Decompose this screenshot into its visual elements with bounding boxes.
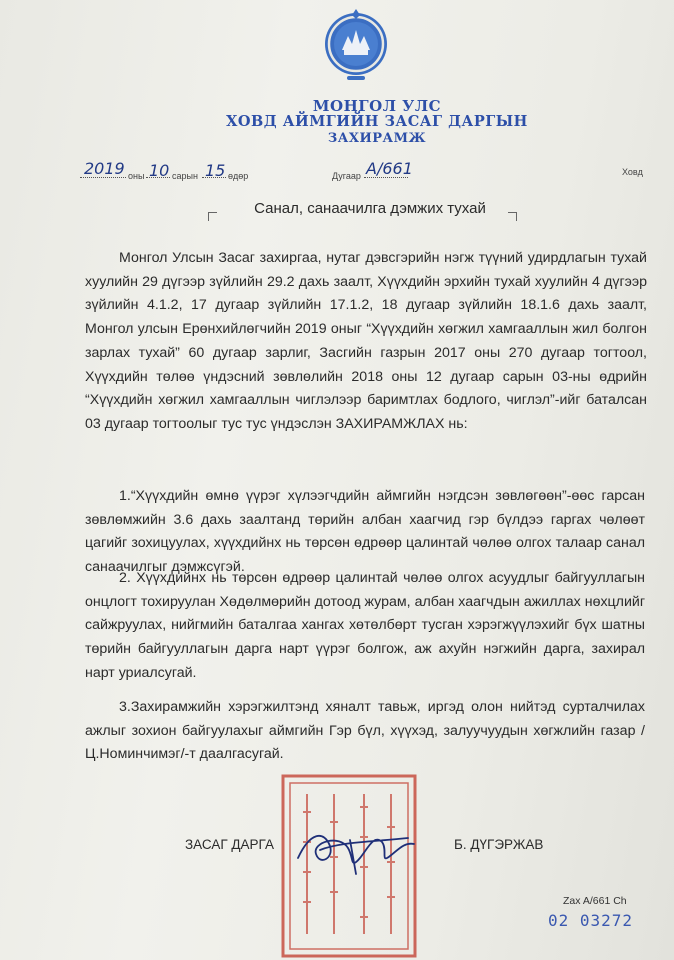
year-underline bbox=[80, 177, 126, 178]
paragraph-item-2 bbox=[85, 567, 645, 686]
number-label: Дугаар bbox=[332, 171, 361, 181]
header-country: МОНГОЛ УЛС bbox=[312, 97, 442, 115]
header-doc-type: ЗАХИРАМЖ bbox=[327, 131, 427, 146]
number-underline bbox=[364, 177, 408, 178]
date-day: 15 bbox=[205, 161, 226, 180]
day-underline bbox=[202, 177, 226, 178]
paragraph-preamble bbox=[85, 247, 647, 437]
paragraph-item-2-text: 2. Хүүхдийнх нь төрсөн өдрөөр цалинтай чөлөө олгох асуудлыг байгууллагын онцлогт тохируулан Хөдөлмөрийн дотоод журам, албан хаагчдын ажиллах нөхцлийг сайжруулах, нийгмийн баталгаа хангах хөтөлбөрт тусган хэрэгжүүлэхийг бүх шатны төрийн байгууллагын дарга нарт үүрэг болгож, аж ахуйн нэгжийн дарга, захирал нарт уриалсугай. bbox=[85, 570, 645, 681]
state-emblem-icon bbox=[322, 6, 390, 86]
date-year: 2019 bbox=[84, 159, 125, 178]
paragraph-item-1-text: 1.“Хүүхдийн өмнө үүрэг хүлээгчдийн аймгийн нэгдсэн зөвлөгөөн”-өөс гарсан зөвлөмжийн 3.6 дахь заалтанд төрийн албан хаагчид гэр бүлдээ гаргах чөлөөт цагийг зохицуулах, хүүхдийнх нь төрсөн өдрөөр цалинтай чөлөө олгох талаар санал санаачилгыг дэмжсүгэй. bbox=[85, 488, 645, 576]
paragraph-preamble-text: Монгол Улсын Засаг захиргаа, нутаг дэвсгэрийн нэгж түүний удирдлагын тухай хуулийн 29 дүгээр зүйлийн 29.2 дахь заалт, Хүүхдийн эрхийн тухай хуулийн 4 дүгээр зүйлийн 4.1.2, 17 дугаар зүйлийн 17.1.2, 18 дугаар зүйлийн 18.1.6 дахь заалт, Монгол улсын Ерөнхийлөгчийн 2019 оныг “Хүүхдийн хөгжил хамгааллын жил болгон зарлах тухай” 60 дугаар зарлиг, Засгийн газрын 2017 оны 270 дугаар тогтоол, Хүүхдийн төлөө үндэсний зөвлөлийн 2018 оны 12 дугаар сарын 03-ны өдрийн “Хүүхдийн хөгжил хамгааллын чиглэлээр баримтлах бодлого, чиглэл”-ийг баталсан 03 дугаар тогтоолыг тус тус үндэслэн ЗАХИРАМЖЛАХ нь: bbox=[85, 250, 647, 432]
paragraph-item-3-text: 3.Захирамжийн хэрэгжилтэнд хяналт тавьж, иргэд олон нийтэд сурталчилах ажлыг зохион байгуулахыг аймгийн Гэр бүл, хүүхэд, залуучуудын хөгжлийн газар /Ц.Номинчимэг/-т даалгасугай. bbox=[85, 699, 645, 763]
signatory-name: Б. ДҮГЭРЖАВ bbox=[454, 837, 544, 852]
date-year-suffix: оны bbox=[128, 171, 145, 181]
document-number: А/661 bbox=[366, 159, 413, 178]
header-office: ХОВД АЙМГИЙН ЗАСАГ ДАРГЫН bbox=[226, 113, 528, 130]
reference-code: Zax A/661 Ch bbox=[563, 895, 627, 907]
date-line bbox=[0, 159, 674, 189]
date-month-suffix: сарын bbox=[172, 171, 198, 181]
date-month: 10 bbox=[149, 161, 170, 180]
place-name: Ховд bbox=[622, 167, 643, 177]
signatory-title: ЗАСАГ ДАРГА bbox=[185, 837, 274, 852]
paragraph-item-1 bbox=[85, 485, 645, 580]
date-day-suffix: өдөр bbox=[228, 171, 249, 181]
registration-number: 02 03272 bbox=[548, 911, 634, 930]
document-subject: Санал, санаачилга дэмжих тухай bbox=[254, 200, 486, 217]
paragraph-item-3 bbox=[85, 696, 645, 767]
handwritten-signature bbox=[290, 812, 430, 884]
month-underline bbox=[146, 177, 170, 178]
